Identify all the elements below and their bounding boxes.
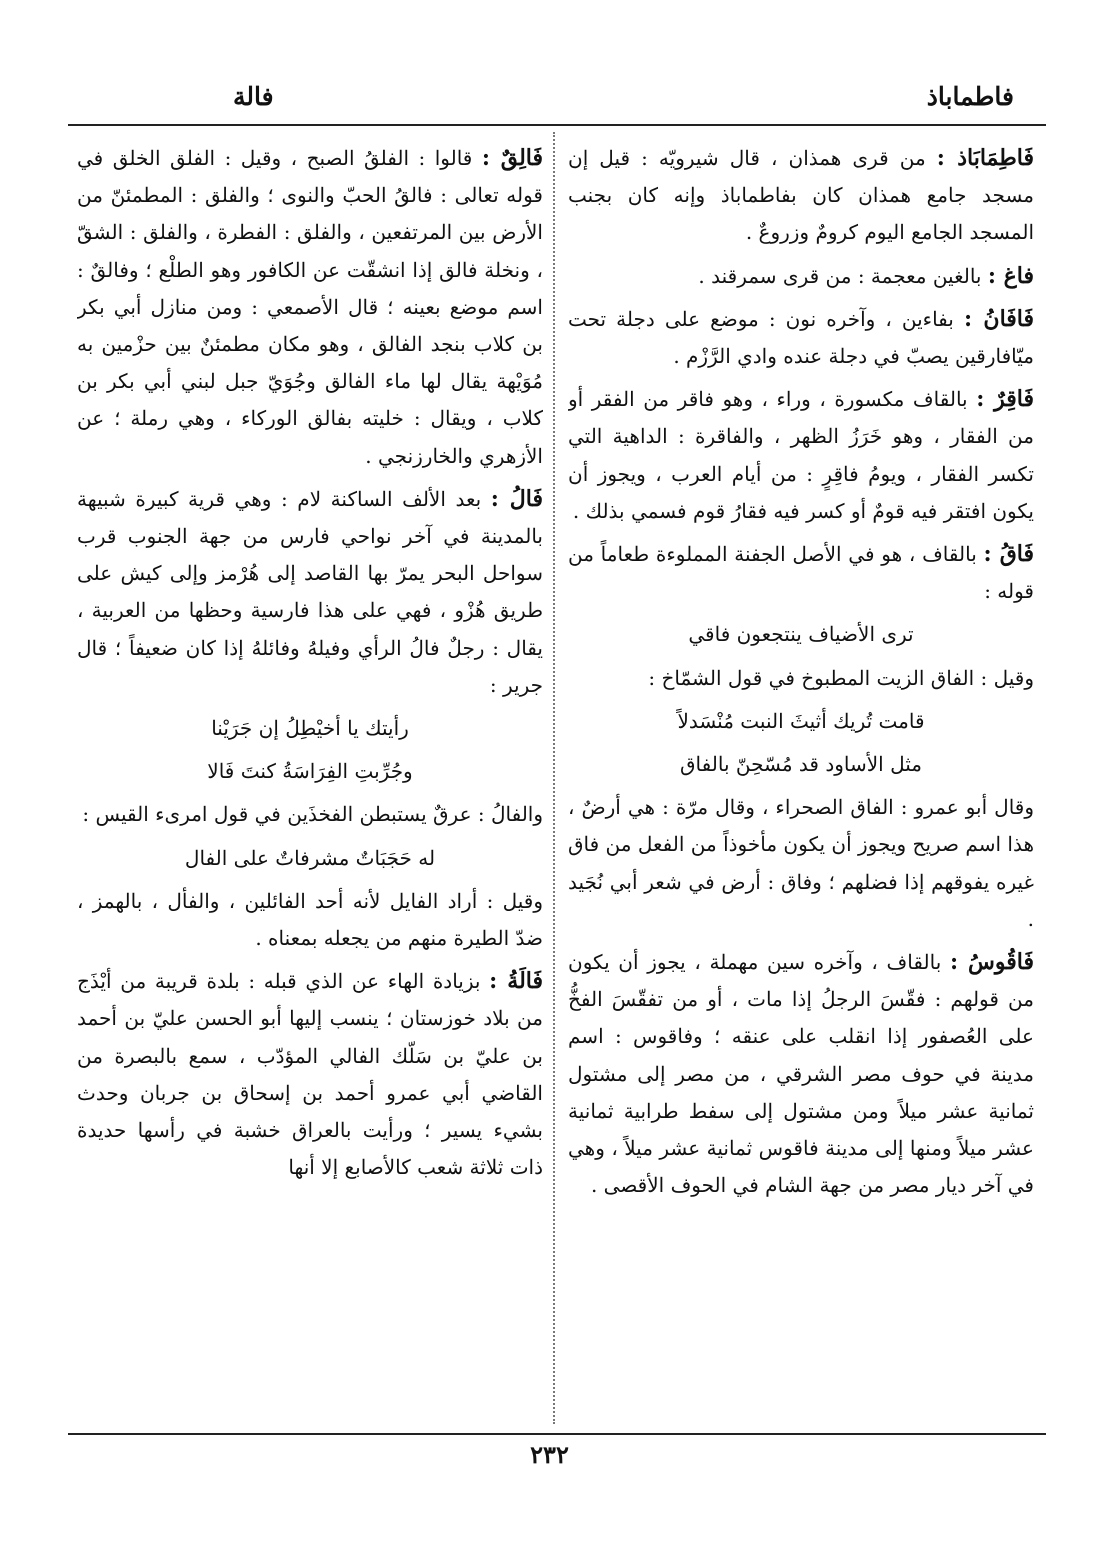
entry-text: وقال أبو عمرو : الفاق الصحراء ، وقال مرّة : هي أرضٌ ، هذا اسم صريح ويجوز أن يكون مأخوذاً من الفعل من فاق غيره يفوقهم إذا فضلهم ؛ وفاق : أرض في شعر أبي نُجَيد .	[568, 795, 1034, 931]
entry-headword: فَاقُ :	[983, 541, 1034, 568]
entry-continuation	[568, 789, 1034, 938]
entry-continuation	[77, 883, 543, 957]
entry-headword: فَاقِرٌ :	[976, 386, 1034, 413]
entry-headword: فَاطِمَابَاذ :	[936, 145, 1034, 171]
header-left-title: فالة	[233, 82, 274, 111]
entry-text: بالقاف ، هو في الأصل الجفنة المملوءة طعاماً من قوله :	[568, 542, 1034, 604]
entry-text: وقيل : أراد الفايل لأنه أحد الفائلين ، والفأل ، بالهمز ، ضدّ الطيرة منهم من يجعله بمعناه .	[77, 888, 543, 951]
entry-continuation	[568, 660, 1034, 697]
header-right-title: فاطماباذ	[926, 82, 1014, 111]
dictionary-entry	[568, 944, 1034, 1204]
verse-line: ترى الأضياف ينتجعون فاقي	[688, 622, 914, 647]
verse-line: وجُرِّبتِ الفِرَاسَةُ كنتَ فَالا	[207, 759, 413, 784]
entry-headword: فَالَةُ :	[489, 968, 543, 995]
entry-text: بعد الألف الساكنة لام : وهي قرية كبيرة شبيهة بالمدينة في آخر نواحي فارس من جهة الجنوب قرب سواحل البحر يمرّ بها القاصد إلى هُرْمز وإلى كيش على طريق هُزْو ، فهي على هذا فارسية وحظها من العربية ، يقال : رجلٌ فالُ الرأي وفيلهُ وفائلهُ إذا كان ضعيفاً ؛ قال جرير :	[77, 486, 543, 697]
entry-headword: فاغ :	[987, 262, 1034, 289]
dictionary-entry	[568, 140, 1034, 252]
verse-line: مثل الأساود قد مُسّحِنّ بالفاق	[680, 752, 922, 777]
entry-text: من قرى همذان ، قال شيرويّه : قيل إن مسجد جامع همذان كان بفاطماباذ وإنه كان بجنب المسجد الجامع اليوم كرومٌ وزروعٌ .	[568, 146, 1034, 245]
entry-headword: فَالُ :	[490, 485, 543, 512]
footer-rule	[68, 1433, 1046, 1435]
left-column	[77, 140, 543, 1425]
verse-line: له حَجَبَاتٌ مشرفاتٌ على الفال	[184, 845, 436, 870]
entry-text: بالقاف مكسورة ، وراء ، وهو فاقر من الفقر أو من الفقار ، وهو خَرَزُ الظهر ، والفاقرة : الداهية التي تكسر الفقار ، ويومُ فاقِرٍ : من أيام العرب ، ويجوز أن يكون افتقر فيه قومٌ أو كسر فيه فقارُ قوم فسمي بذلك .	[568, 387, 1034, 523]
entry-headword: فَافَانُ :	[963, 305, 1034, 332]
entry-text: بزيادة الهاء عن الذي قبله : بلدة قريبة من أيْذَج من بلاد خوزستان ؛ ينسب إليها أبو الحسن عليّ بن أحمد بن عليّ بن سَلّك الفالي المؤدّب ، سمع بالبصرة من القاضي أبي عمرو أحمد بن إسحاق بن جربان وحدث بشيء يسير ؛ ورأيت بالعراق خشبة في رأسها حديدة ذات ثلاثة شعب كالأصابع إلا أنها	[77, 969, 543, 1180]
dictionary-entry	[77, 481, 543, 704]
entry-text: وقيل : الفاق الزيت المطبوخ في قول الشمّاخ :	[648, 665, 1034, 690]
entry-text: بفاءين ، وآخره نون : موضع على دجلة تحت ميّافارقين يصبّ في دجلة عنده وادي الرَّزْم .	[568, 306, 1034, 369]
verse-line: رأيتك يا أخيْطِلُ إن جَرَيْنا	[211, 716, 409, 741]
entry-text: قالوا : الفلقُ الصبح ، وقيل : الفلق الخلق في قوله تعالى : فالقُ الحبّ والنوى ؛ والفلق : المطمئنّ من الأرض بين المرتفعين ، والفلق : الفطرة ، والفلق : الشقّ ، ونخلة فالق إذا انشقّت عن الكافور وهو الطلْع ؛ وفالقٌ : اسم موضع بعينه ؛ قال الأصمعي : ومن منازل أبي بكر بن كلاب بنجد الفالق ، وهو مكان مطمئنٌ بين حزْمين به مُوَيْهة يقال لها ماء الفالق وجُوَيّ جبل لبني أبي بكر بن كلاب ، ويقال : خليته بفالق الوركاء ، وهي رملة ؛ عن الأزهري والخارزنجي .	[77, 146, 543, 468]
dictionary-entry	[568, 536, 1034, 610]
dictionary-entry	[568, 381, 1034, 530]
dictionary-entry	[568, 301, 1034, 375]
right-column	[568, 140, 1034, 1425]
dictionary-entry	[77, 140, 543, 475]
entry-headword: فَالِقٌ :	[481, 145, 543, 171]
entry-continuation	[77, 796, 543, 833]
column-divider	[553, 132, 555, 1424]
entry-headword: فَاقُوسُ :	[949, 949, 1034, 976]
running-header	[78, 82, 1034, 122]
verse-line: قامت تُريك أثيثَ النبت مُنْسَدلاً	[677, 708, 925, 733]
header-rule	[68, 124, 1046, 126]
dictionary-entry	[568, 258, 1034, 295]
entry-text: بالقاف ، وآخره سين مهملة ، يجوز أن يكون من قولهم : فقّسَ الرجلُ إذا مات ، أو من تفقّسَ الفخُّ على العُصفور إذا انقلب على عنقه ؛ وفاقوس : اسم مدينة في حوف مصر الشرقي ، من مصر إلى مشتول ثمانية عشر ميلاً ومن مشتول إلى سفط طرابية ثمانية عشر ميلاً ومنها إلى مدينة فاقوس ثمانية عشر ميلاً ، وهي في آخر ديار مصر من جهة الشام في الحوف الأقصى .	[568, 950, 1034, 1198]
entry-text: والفالُ : عرقٌ يستبطن الفخذَين في قول امرىء القيس :	[82, 802, 543, 827]
page-number: ٢٣٢	[530, 1440, 569, 1469]
dictionary-entry	[77, 963, 543, 1186]
entry-text: بالغين معجمة : من قرى سمرقند .	[698, 263, 982, 288]
